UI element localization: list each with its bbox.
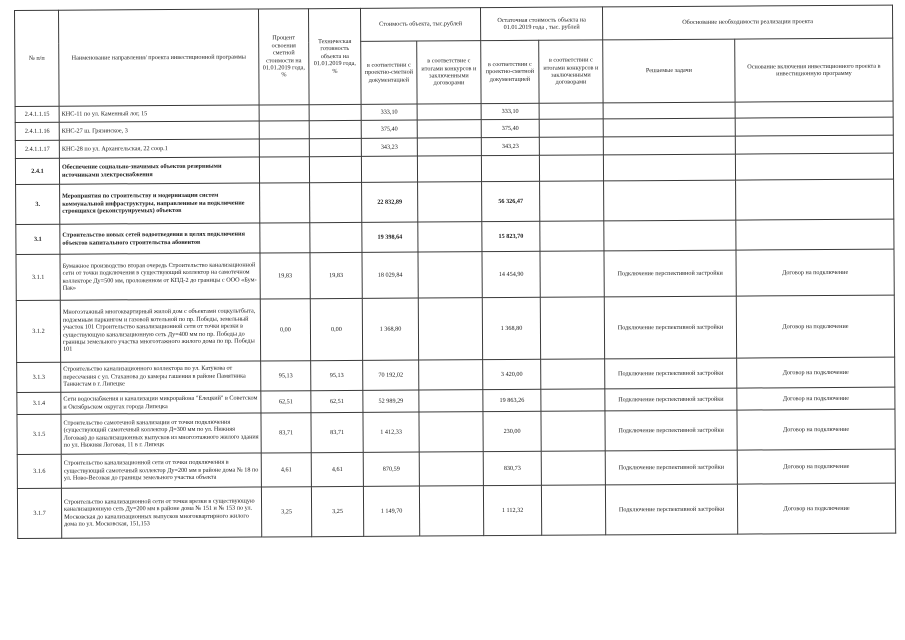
row-basis: Договор на подключение bbox=[737, 357, 895, 388]
table-row bbox=[16, 179, 894, 224]
row-task bbox=[604, 180, 736, 221]
table-row bbox=[17, 409, 895, 454]
row-num: 3.1.3 bbox=[17, 362, 61, 392]
row-task bbox=[604, 220, 736, 251]
row-tech-readiness bbox=[310, 182, 362, 222]
row-task: Подключение перспективной застройки bbox=[605, 410, 737, 451]
row-basis: Договор на подключение bbox=[736, 295, 894, 358]
row-tech-readiness bbox=[309, 104, 361, 120]
row-residual-project bbox=[481, 155, 539, 181]
row-name: Многоэтажный многоквартирный жилой дом с объектами соцкультбыта, подземным паркингом и газовой котельной по пр. Победы, земельный участок 101 Строительство канализационной сети от точки врезки в существующую канализационную сеть Ду=400 мм по пр. Победы до границы земельного участка многоэтажного жилого дома по пр. Победы 101 bbox=[60, 299, 260, 362]
row-percent-cost: 83,71 bbox=[261, 413, 311, 453]
col-header-cost-group: Стоимость объекта, тыс.рублей bbox=[360, 8, 480, 42]
row-task: Подключение перспективной застройки bbox=[605, 484, 737, 535]
row-cost-project: 19 398,64 bbox=[362, 222, 418, 252]
row-cost-results bbox=[418, 298, 482, 360]
row-basis bbox=[736, 179, 894, 220]
col-header-residual-group: Остаточная стоимость объекта на 01.01.2019 года , тыс. рублей bbox=[481, 7, 603, 41]
row-residual-results bbox=[539, 119, 603, 137]
row-task: Подключение перспективной застройки bbox=[605, 450, 737, 485]
row-residual-project: 230,00 bbox=[483, 411, 541, 451]
row-cost-project: 870,59 bbox=[363, 452, 419, 486]
row-percent-cost: 95,13 bbox=[261, 361, 311, 391]
col-header-residual-results: в соответствии с итогами конкурсов и заключенными договорами bbox=[539, 40, 603, 103]
table-row bbox=[17, 449, 895, 488]
row-task: Подключение перспективной застройки bbox=[604, 296, 736, 359]
row-task bbox=[603, 154, 735, 181]
row-tech-readiness bbox=[309, 156, 361, 182]
row-residual-results bbox=[541, 485, 605, 535]
row-residual-results bbox=[540, 221, 604, 251]
row-tech-readiness: 0,00 bbox=[310, 298, 362, 360]
row-residual-results bbox=[540, 297, 604, 359]
row-tech-readiness: 95,13 bbox=[311, 360, 363, 390]
row-percent-cost: 3,25 bbox=[261, 487, 311, 537]
row-residual-results bbox=[540, 181, 604, 221]
row-tech-readiness: 4,61 bbox=[311, 452, 363, 486]
row-residual-results bbox=[541, 389, 605, 411]
row-residual-results bbox=[539, 155, 603, 181]
row-cost-results bbox=[419, 486, 483, 536]
row-percent-cost: 19,83 bbox=[260, 253, 310, 299]
row-percent-cost bbox=[259, 139, 309, 157]
table-row bbox=[16, 295, 894, 362]
row-cost-project: 343,23 bbox=[361, 138, 417, 156]
row-residual-results bbox=[541, 411, 605, 451]
row-percent-cost: 62,51 bbox=[261, 391, 311, 413]
row-cost-project: 1 368,80 bbox=[362, 298, 418, 360]
row-num: 3.1.5 bbox=[17, 414, 61, 454]
row-task bbox=[603, 102, 735, 119]
row-residual-project: 830,73 bbox=[483, 451, 541, 485]
row-name: Строительство самотечной канализации от точки подключения (существующий самотечный коллектор Д=300 мм по ул. Нижняя Логовая) до канализационных выпусков из многоэтажного жилого здания по ул. Нижняя Логовая, 11 в г. Липецк bbox=[61, 413, 261, 454]
col-header-cost-project-docs: в соответствии с проектно-сметной документацией bbox=[361, 41, 417, 104]
row-name: Сети водоснабжения и канализации микрорайона "Елецкий" в Советском и Октябрьском округах города Липецка bbox=[61, 391, 261, 414]
row-cost-project: 1 412,33 bbox=[363, 412, 419, 452]
row-num: 3.1.4 bbox=[17, 392, 61, 414]
row-cost-project: 18 029,84 bbox=[362, 252, 418, 298]
row-residual-project: 15 823,70 bbox=[482, 221, 540, 251]
row-residual-results bbox=[539, 137, 603, 155]
row-percent-cost bbox=[259, 121, 309, 139]
row-cost-results bbox=[419, 360, 483, 390]
row-residual-project: 375,40 bbox=[481, 119, 539, 137]
row-name: Бумажное производство вторая очередь Строительство канализационной сети от точки подключения в существующий коллектор на самотечном коллекторе Ду=500 мм, проложенном от КПД-2 до границы с ООО «Бум-Пак» bbox=[60, 253, 260, 300]
investment-program-table bbox=[14, 5, 896, 539]
col-header-justification-group: Обоснование необходимости реализации проекта bbox=[603, 5, 893, 40]
row-num: 2.4.1.1.16 bbox=[15, 122, 59, 140]
row-residual-project: 3 420,00 bbox=[483, 359, 541, 389]
row-cost-results bbox=[419, 390, 483, 412]
col-header-percent-cost: Процент освоения сметной стоимости на 01.01.2019 года, % bbox=[258, 9, 309, 105]
row-tech-readiness bbox=[310, 222, 362, 252]
row-tech-readiness bbox=[309, 120, 361, 138]
col-header-basis: Основание включения инвестиционного проекта в инвестиционную программу bbox=[735, 38, 893, 102]
row-basis: Договор на подключение bbox=[736, 249, 894, 296]
row-num: 3.1.2 bbox=[16, 300, 60, 362]
row-basis bbox=[735, 117, 893, 136]
document-page bbox=[14, 5, 896, 630]
row-cost-project: 375,40 bbox=[361, 120, 417, 138]
row-basis bbox=[735, 153, 893, 180]
row-task: Подключение перспективной застройки bbox=[605, 358, 737, 389]
row-cost-results bbox=[417, 138, 481, 156]
row-percent-cost bbox=[259, 157, 309, 183]
row-num: 3.1.7 bbox=[17, 488, 61, 538]
row-cost-results bbox=[418, 252, 482, 298]
row-task: Подключение перспективной застройки bbox=[604, 250, 736, 297]
row-cost-project: 1 149,70 bbox=[363, 486, 419, 536]
row-cost-results bbox=[418, 222, 482, 252]
row-name: Строительство канализационной сети от точки подключения в существующий самотечный коллектор Ду=200 мм в районе дома № 18 по ул. Ново-Весовая до границы земельного участка объекта bbox=[61, 453, 261, 488]
row-num: 3.1.6 bbox=[17, 454, 61, 488]
row-basis bbox=[735, 135, 893, 154]
row-cost-results bbox=[419, 412, 483, 452]
row-residual-project: 333,10 bbox=[481, 103, 539, 119]
row-num: 2.4.1 bbox=[15, 158, 59, 184]
row-cost-results bbox=[419, 452, 483, 486]
row-name: Строительство канализационного коллектора по ул. Катукова от пересечения с ул. Стаханова до камеры гашения в районе Памятника Танкистам в г. Липецке bbox=[61, 361, 261, 392]
row-cost-project bbox=[361, 156, 417, 182]
row-name: КНС-27 ш. Грязинское, 3 bbox=[59, 121, 259, 140]
col-header-tasks: Решаемые задачи bbox=[603, 39, 735, 103]
row-num: 2.4.1.1.17 bbox=[15, 140, 59, 158]
row-residual-project: 1 368,80 bbox=[482, 297, 540, 359]
row-residual-project: 1 112,32 bbox=[483, 485, 541, 535]
row-residual-results bbox=[540, 251, 604, 297]
row-task: Подключение перспективной застройки bbox=[605, 388, 737, 411]
row-percent-cost bbox=[260, 223, 310, 253]
row-residual-results bbox=[541, 451, 605, 485]
col-header-tech-readiness: Техническая готовность объекта на 01.01.2019 года, % bbox=[308, 8, 361, 104]
row-residual-project: 343,23 bbox=[481, 137, 539, 155]
col-header-num: № п/п bbox=[15, 10, 60, 106]
row-name: КНС-11 по ул. Каменный лог, 15 bbox=[59, 105, 259, 122]
row-name: Строительство новых сетей водоотведения в целях подключения объектов капитального строительства абонентов bbox=[60, 223, 260, 254]
row-cost-results bbox=[417, 156, 481, 182]
row-residual-results bbox=[539, 103, 603, 119]
row-tech-readiness: 19,83 bbox=[310, 252, 362, 298]
table-row bbox=[17, 483, 895, 538]
row-percent-cost bbox=[259, 105, 309, 121]
row-num: 2.4.1.1.15 bbox=[15, 106, 59, 122]
row-num: 3.1 bbox=[16, 224, 60, 254]
row-basis: Договор на подключение bbox=[737, 483, 895, 534]
col-header-residual-project-docs: в соответствии с проектно-сметной документацией bbox=[481, 40, 539, 103]
row-cost-project: 22 832,89 bbox=[362, 182, 418, 222]
row-basis bbox=[736, 219, 894, 250]
row-basis: Договор на подключение bbox=[737, 409, 895, 450]
row-residual-results bbox=[541, 359, 605, 389]
row-num: 3.1.1 bbox=[16, 254, 60, 300]
row-cost-project: 70 192,02 bbox=[363, 360, 419, 390]
row-task bbox=[603, 118, 735, 137]
row-task bbox=[603, 136, 735, 155]
row-tech-readiness: 83,71 bbox=[311, 412, 363, 452]
row-basis bbox=[735, 101, 893, 118]
row-cost-results bbox=[417, 120, 481, 138]
row-name: Обеспечение социально-значимых объектов резервными источниками электроснабжения bbox=[59, 157, 259, 184]
row-num: 3. bbox=[16, 184, 60, 224]
row-name: Мероприятия по строительству и модернизации систем коммунальной инфраструктуры, направленные на подключение строящихся (реконструируемых) объектов bbox=[60, 183, 260, 224]
row-residual-project: 19 863,26 bbox=[483, 389, 541, 411]
row-residual-project: 14 454,90 bbox=[482, 251, 540, 297]
row-percent-cost bbox=[260, 183, 310, 223]
row-tech-readiness: 3,25 bbox=[311, 486, 363, 536]
row-cost-project: 52 989,29 bbox=[363, 390, 419, 412]
col-header-cost-results: в соответствие с итогами конкурсов и заключенными договорами bbox=[417, 41, 481, 104]
row-cost-results bbox=[418, 182, 482, 222]
row-tech-readiness: 62,51 bbox=[311, 390, 363, 412]
row-cost-results bbox=[417, 104, 481, 120]
row-percent-cost: 0,00 bbox=[260, 299, 310, 361]
row-name: КНС-28 по ул. Архангельская, 22 соор.1 bbox=[59, 139, 259, 158]
row-residual-project: 56 326,47 bbox=[482, 181, 540, 221]
col-header-name: Наименование направления/ проекта инвестиционной программы bbox=[59, 9, 260, 106]
row-basis: Договор на подключение bbox=[737, 387, 895, 410]
row-basis: Договор на подключение bbox=[737, 449, 895, 484]
row-percent-cost: 4,61 bbox=[261, 453, 311, 487]
table-row bbox=[16, 249, 894, 300]
row-name: Строительство канализационной сети от точки врезки в существующую канализационную сеть Ду=200 мм в районе дома № 151 и № 153 по ул. Московская до канализационных выпусков многоквартирного жилого дома по ул. Московская, 151,153 bbox=[61, 487, 261, 538]
row-tech-readiness bbox=[309, 138, 361, 156]
row-cost-project: 333,10 bbox=[361, 104, 417, 120]
